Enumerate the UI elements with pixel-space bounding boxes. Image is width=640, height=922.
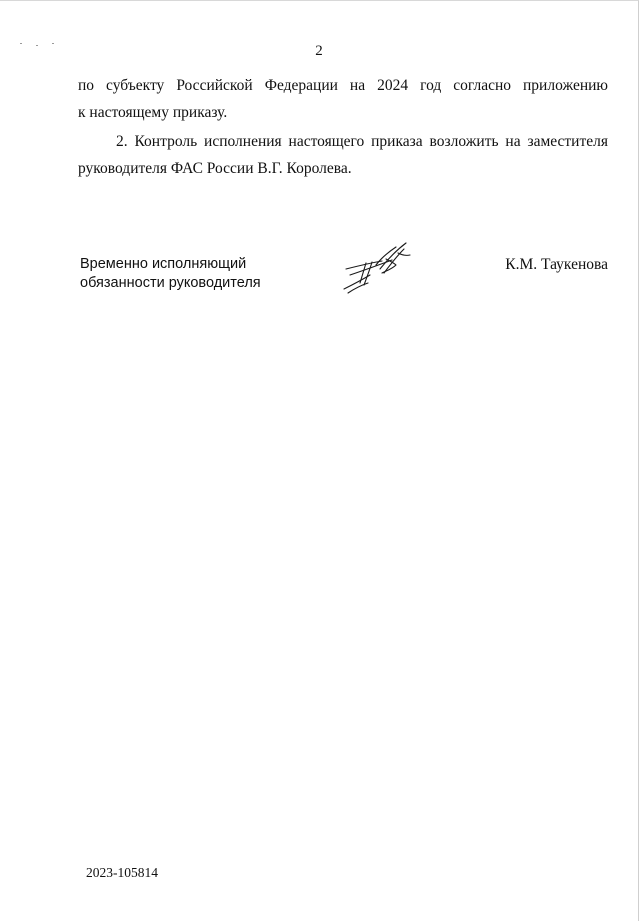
paragraph-1-line-1: по субъекту Российской Федерации на 2024 год согласно приложению <box>78 77 608 94</box>
document-body <box>78 72 608 182</box>
paragraph-1-line-2: к настоящему приказу. <box>78 104 228 121</box>
document-number: 2023-105814 <box>86 865 158 880</box>
handwritten-signature <box>340 239 420 297</box>
signatory-role-line-1: Временно исполняющий <box>80 256 247 272</box>
signatory-role-line-2: обязанности руководителя <box>80 275 261 291</box>
signatory-role <box>80 255 261 293</box>
signatory-name: К.М. Таукенова <box>505 256 608 273</box>
paragraph-2-line-2: руководителя ФАС России В.Г. Королева. <box>78 160 352 177</box>
paragraph-2-line-1: 2. Контроль исполнения настоящего приказа возложить на заместителя <box>116 133 608 150</box>
page-number: 2 <box>315 43 323 59</box>
